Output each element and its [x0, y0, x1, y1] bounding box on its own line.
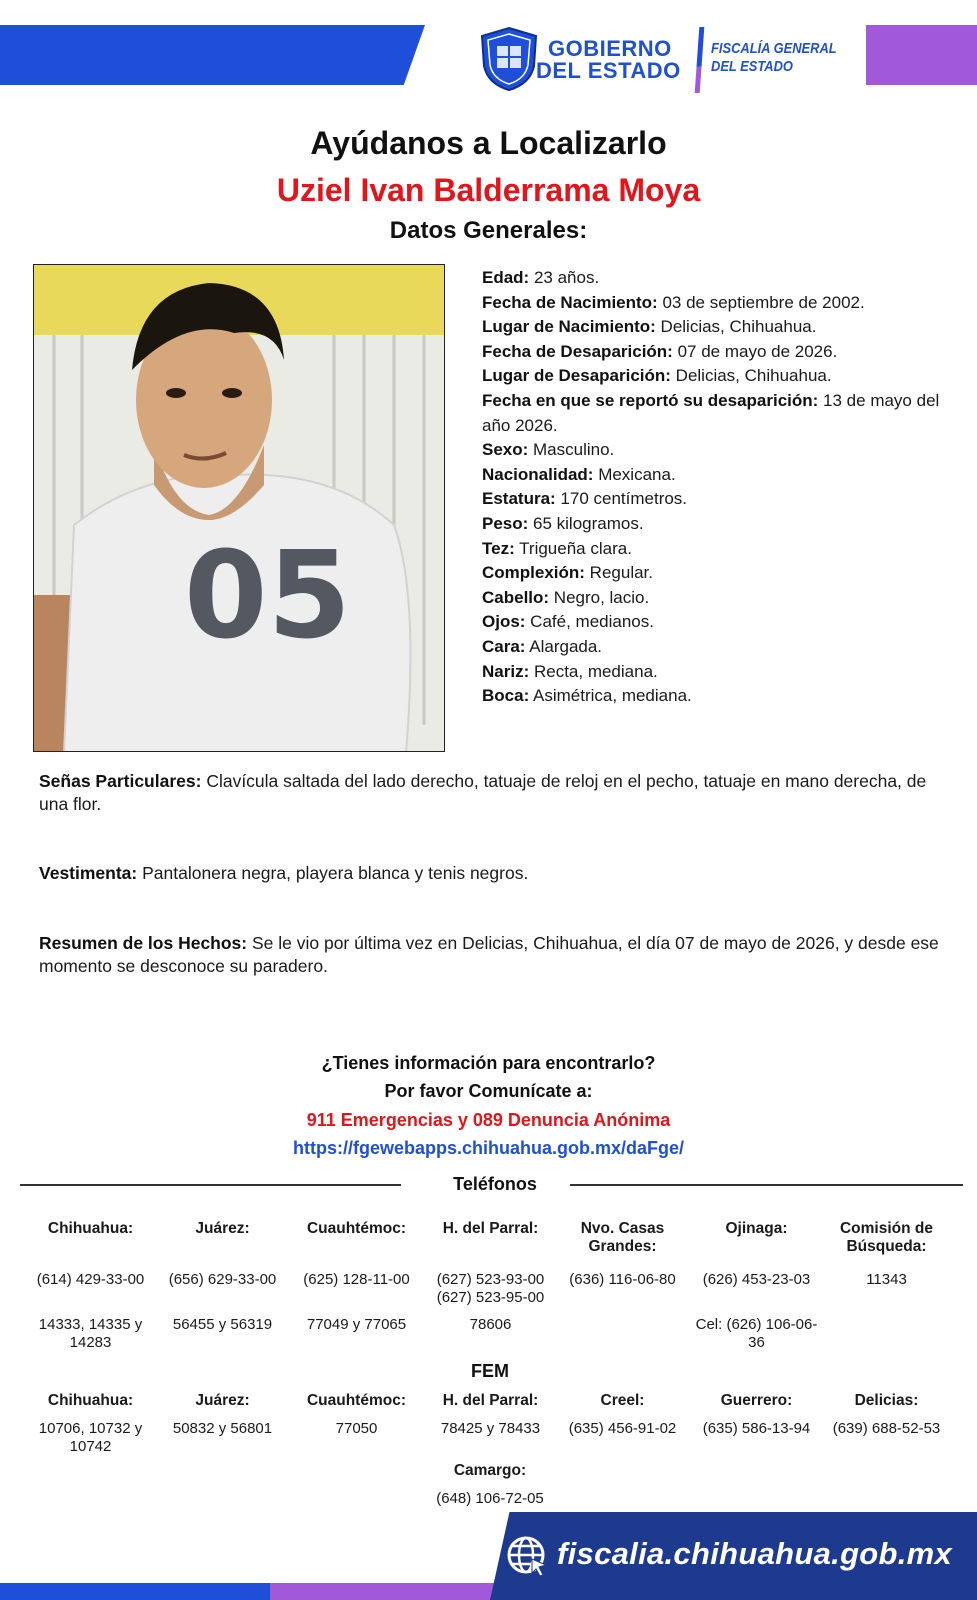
fem-phone: 77050	[335, 1420, 378, 1437]
detail-value: 07 de mayo de 2026.	[672, 341, 838, 361]
detail-label: Nariz:	[482, 661, 530, 681]
telefonos-title: Teléfonos	[453, 1174, 537, 1194]
detail-value: Negro, lacio.	[549, 587, 650, 607]
detail-label: Nacionalidad:	[482, 464, 594, 484]
telefono-city: Comisión de Búsqueda:	[839, 1220, 933, 1255]
telefono-extension: 14333, 14335 y 14283	[38, 1316, 143, 1351]
detail-label: Sexo:	[482, 440, 529, 460]
general-details-list	[482, 266, 942, 709]
detail-label: Peso:	[482, 513, 529, 533]
fem-phone: (635) 586-13-94	[702, 1420, 811, 1437]
detail-value: Café, medianos.	[525, 612, 654, 632]
detail-label: Ojos:	[482, 612, 526, 632]
vestimenta	[39, 862, 939, 885]
telefono-city: H. del Parral:	[442, 1220, 539, 1237]
main-title: Ayúdanos a Localizarlo	[310, 125, 667, 161]
detail-value: 170 centímetros.	[555, 489, 688, 509]
fiscalia-logo-text	[711, 40, 837, 76]
detail-label: Fecha de Nacimiento:	[482, 292, 658, 312]
senas-particulares	[39, 770, 939, 816]
detail-value: Alargada.	[525, 636, 603, 656]
contact-please: Por favor Comunícate a:	[384, 1081, 593, 1101]
detail-label: Cara:	[482, 636, 526, 656]
detail-label: Lugar de Desaparición:	[482, 366, 671, 386]
detail-row	[482, 660, 942, 685]
detail-value: 13 de mayo del año 2026.	[482, 390, 940, 435]
fem-phone: (635) 456-91-02	[568, 1420, 677, 1437]
shirt-number: 05	[184, 527, 351, 666]
detail-row	[482, 537, 942, 562]
detail-value: 65 kilogramos.	[528, 513, 644, 533]
resumen-label: Resumen de los Hechos:	[39, 933, 248, 953]
telefono-phone: (627) 523-93-00 (627) 523-95-00	[436, 1271, 545, 1306]
detail-value: Recta, mediana.	[529, 661, 658, 681]
header-purple-bar	[866, 25, 977, 85]
telefono-phone: (636) 116-06-80	[569, 1271, 676, 1288]
detail-row	[482, 463, 942, 488]
telefono-phone: (625) 128-11-00	[303, 1271, 410, 1288]
logo-divider	[695, 27, 705, 93]
detail-value: 03 de septiembre de 2002.	[657, 292, 865, 312]
detail-value: Trigueña clara.	[514, 538, 632, 558]
telefono-city: Cuauhtémoc:	[306, 1220, 407, 1237]
detail-row	[482, 389, 942, 438]
detail-label: Fecha de Desaparición:	[482, 341, 673, 361]
fem-city: H. del Parral:	[442, 1392, 539, 1409]
detail-value: 23 años.	[529, 268, 600, 287]
fem-phone: 50832 y 56801	[172, 1420, 273, 1437]
person-name: Uziel Ivan Balderrama Moya	[276, 172, 701, 208]
vestimenta-label: Vestimenta:	[39, 863, 138, 883]
detail-label: Fecha en que se reportó su desaparición:	[482, 390, 819, 410]
fem-phone: 78425 y 78433	[440, 1420, 541, 1437]
fem-city: Chihuahua:	[47, 1392, 134, 1409]
detail-value: Asimétrica, mediana.	[529, 686, 692, 706]
detail-row	[482, 512, 942, 537]
fem-camargo-phone: (648) 106-72-05	[436, 1490, 544, 1507]
detail-row	[482, 315, 942, 340]
detail-value: Delicias, Chihuahua.	[670, 366, 832, 386]
senas-value: Clavícula saltada del lado derecho, tatuaje de reloj en el pecho, tatuaje en mano derecha, de una flor.	[39, 771, 927, 814]
telefono-city: Nvo. Casas Grandes:	[580, 1220, 665, 1255]
detail-label: Cabello:	[482, 587, 550, 607]
telefono-phone: (656) 629-33-00	[168, 1271, 277, 1288]
fem-phone: 10706, 10732 y 10742	[38, 1420, 143, 1455]
detail-row	[482, 684, 942, 709]
telefono-extension: 78606	[469, 1316, 512, 1333]
telefono-city: Juárez:	[195, 1220, 250, 1237]
contact-question: ¿Tienes información para encontrarlo?	[321, 1053, 656, 1073]
report-url-link[interactable]: https://fgewebapps.chihuahua.gob.mx/daFge/	[292, 1138, 685, 1158]
detail-label: Boca:	[482, 686, 530, 706]
fem-city: Guerrero:	[720, 1392, 793, 1409]
telefono-city: Ojinaga:	[725, 1220, 788, 1237]
detail-row	[482, 561, 942, 586]
section-title: Datos Generales:	[389, 217, 588, 244]
emergency-numbers: 911 Emergencias y 089 Denuncia Anónima	[306, 1110, 671, 1130]
detail-label: Edad:	[482, 268, 530, 287]
resumen-value: Se le vio por última vez en Delicias, Chihuahua, el día 07 de mayo de 2026, y desde ese momento se desconoce su paradero.	[39, 933, 939, 976]
detail-value: Delicias, Chihuahua.	[655, 317, 817, 337]
telefono-phone: (614) 429-33-00	[36, 1271, 145, 1288]
telefono-phone: (626) 453-23-03	[702, 1271, 811, 1288]
telefono-extension: Cel: (626) 106-06-36	[695, 1316, 818, 1351]
person-photo-illustration	[34, 265, 445, 752]
gobierno-line2: DEL ESTADO	[536, 58, 681, 83]
detail-row	[482, 610, 942, 635]
fem-city: Creel:	[600, 1392, 645, 1409]
detail-value: Masculino.	[528, 440, 615, 460]
fem-phone: (639) 688-52-53	[832, 1420, 941, 1437]
detail-label: Estatura:	[482, 489, 556, 509]
gobierno-line1: GOBIERNO	[548, 36, 672, 61]
detail-row	[482, 586, 942, 611]
detail-row	[482, 340, 942, 365]
globe-cursor-icon	[506, 1535, 548, 1577]
vestimenta-value: Pantalonera negra, playera blanca y tenis negros.	[137, 863, 529, 883]
fem-city: Juárez:	[195, 1392, 250, 1409]
footer-website-link[interactable]: fiscalia.chihuahua.gob.mx	[557, 1536, 953, 1571]
detail-label: Lugar de Nacimiento:	[482, 317, 656, 337]
detail-value: Mexicana.	[593, 464, 676, 484]
gobierno-logo-text	[536, 36, 681, 83]
telefono-extension: 77049 y 77065	[306, 1316, 407, 1333]
fem-title: FEM	[471, 1361, 509, 1381]
fem-camargo-city: Camargo:	[453, 1462, 527, 1479]
footer-purple-stripe	[270, 1583, 510, 1600]
detail-row	[482, 635, 942, 660]
telefono-extension: 56455 y 56319	[172, 1316, 273, 1333]
fem-city: Delicias:	[854, 1392, 919, 1409]
state-shield-icon	[478, 26, 540, 92]
detail-row	[482, 438, 942, 463]
footer-blue-stripe	[0, 1583, 270, 1600]
detail-label: Tez:	[482, 538, 515, 558]
telefono-phone: 11343	[866, 1271, 907, 1288]
telefono-city: Chihuahua:	[47, 1220, 134, 1237]
resumen-hechos	[39, 932, 939, 978]
header-blue-bar	[0, 25, 425, 85]
senas-label: Señas Particulares:	[39, 771, 202, 791]
detail-row	[482, 266, 942, 291]
fiscalia-line1: FISCALÍA GENERAL	[711, 40, 837, 57]
telefonos-rule-right	[570, 1184, 963, 1186]
detail-row	[482, 487, 942, 512]
person-photo	[33, 264, 445, 752]
detail-value: Regular.	[584, 563, 653, 583]
fiscalia-line2: DEL ESTADO	[711, 58, 793, 75]
telefonos-rule-left	[20, 1184, 401, 1186]
detail-row	[482, 291, 942, 316]
fem-city: Cuauhtémoc:	[306, 1392, 407, 1409]
detail-row	[482, 364, 942, 389]
detail-label: Complexión:	[482, 563, 585, 583]
